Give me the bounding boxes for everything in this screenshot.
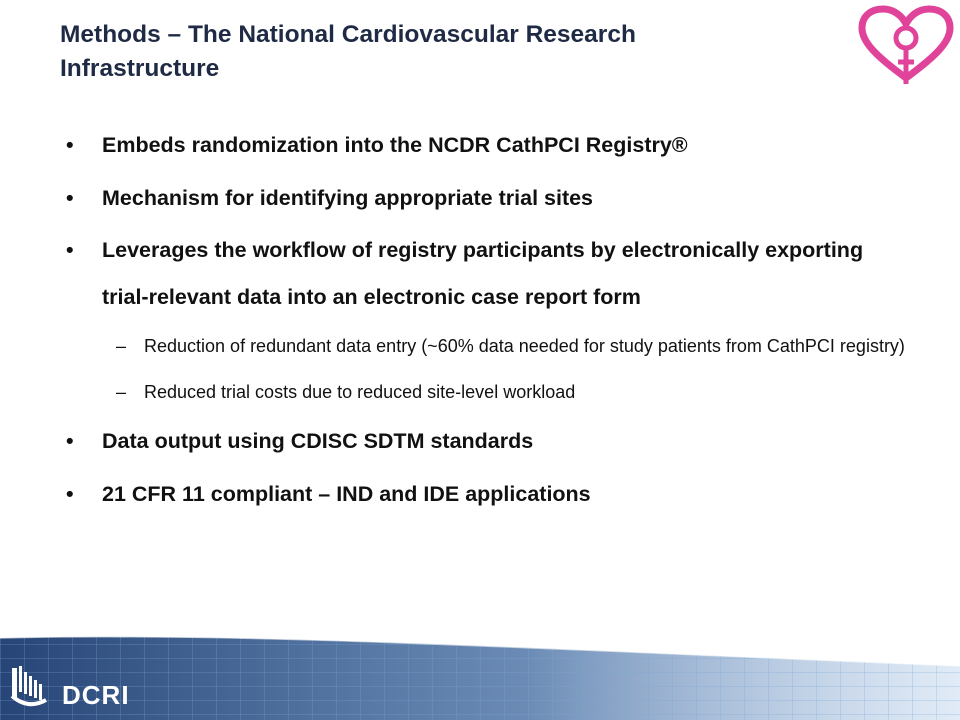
bullet-marker: •	[66, 185, 74, 210]
sub-bullet-marker: –	[116, 336, 127, 356]
bullet-item	[66, 175, 906, 222]
bullet-text: 21 CFR 11 compliant – IND and IDE applications	[102, 481, 591, 506]
bullet-text: Embeds randomization into the NCDR CathPCI Registry®	[102, 133, 688, 157]
sub-bullet-text: Reduced trial costs due to reduced site-level workload	[144, 382, 576, 402]
slide-content	[66, 122, 906, 523]
heart-venus-logo	[856, 4, 956, 88]
sub-bullet-item	[66, 372, 906, 412]
bullet-marker: •	[66, 481, 74, 506]
footer-logo-text: DCRI	[62, 680, 130, 710]
bullet-marker: •	[66, 238, 74, 262]
bullet-text: Leverages the workflow of registry participants by electronically exporting trial-relevant data into an electronic case report form	[102, 238, 864, 309]
duke-shield-icon	[8, 662, 50, 712]
sub-bullet-marker: –	[116, 382, 127, 402]
bullet-text: Mechanism for identifying appropriate trial sites	[102, 185, 594, 210]
footer-banner	[0, 630, 960, 720]
bullet-item	[66, 471, 906, 518]
bullet-marker: •	[66, 429, 74, 453]
bullet-text: Data output using CDISC SDTM standards	[102, 429, 534, 453]
sub-bullet-item	[66, 326, 906, 366]
bullet-item	[66, 122, 906, 169]
slide-title: Methods – The National Cardiovascular Research Infrastructure	[60, 21, 636, 82]
sub-bullet-text: Reduction of redundant data entry (~60% data needed for study patients from CathPCI registry)	[144, 336, 905, 356]
bullet-item	[66, 227, 906, 320]
bullet-item	[66, 418, 906, 465]
bullet-marker: •	[66, 133, 74, 157]
